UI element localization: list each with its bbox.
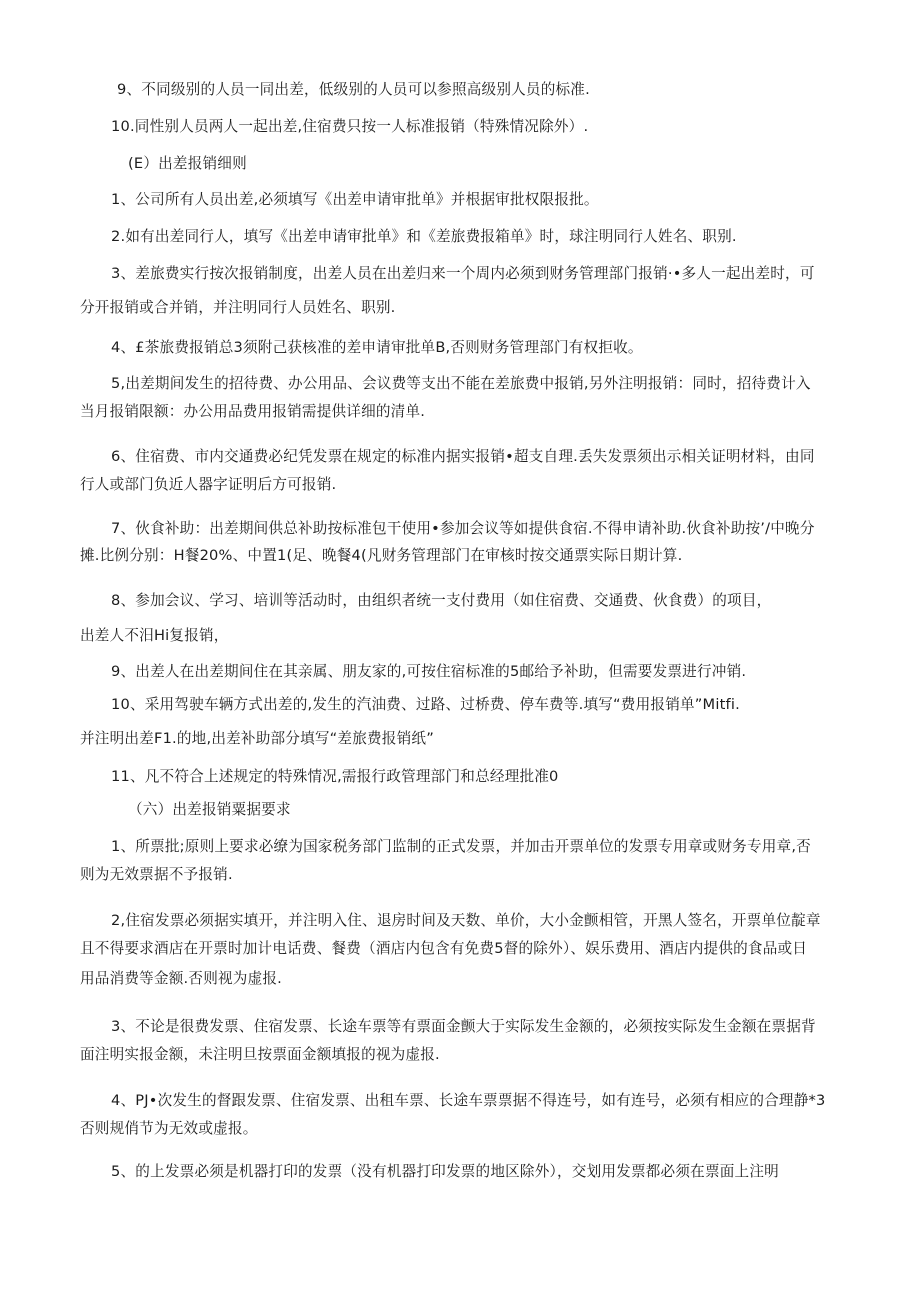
text-line: 摊.比例分别：H餐20%、中置1(足、晚餐4(凡财务管理部门在审核时按交通票实际日期计算.	[80, 547, 683, 564]
text-line: 2.如有出差同行人，填写《出差申请审批单》和《差旅费报箱单》时，球注明同行人姓名、职别.	[111, 228, 737, 245]
text-line: 用品消费等金额.否则视为虚报.	[80, 970, 282, 987]
text-line: 并注明出差F1.的地,出差补助部分填写“差旅费报销纸”	[80, 730, 434, 747]
text-line: 9、出差人在出差期间住在其亲属、朋友家的,可按住宿标准的5邮给予补助，但需要发票进行冲销.	[111, 663, 747, 680]
text-line: 9、不同级别的人员一同出差，低级别的人员可以参照高级别人员的标准.	[117, 81, 590, 98]
text-line: 面注明实报金额，未注明旦按票面金额填报的视为虚报.	[80, 1046, 440, 1063]
text-line: 7、伙食补助：出差期间供总补助按标准包干使用•参加会议等如提供食宿.不得申请补助.伙食补助按’/中晚分	[111, 520, 815, 537]
text-line: 1、公司所有人员出差,必须填写《出差申请审批单》并根据审批权限报批。	[111, 191, 599, 208]
text-line: 5,出差期间发生的招待费、办公用品、会议费等支出不能在差旅费中报销,另外注明报销：同时，招待费计入	[111, 375, 811, 392]
text-line: 分开报销或合并销，并注明同行人员姓名、职别.	[80, 299, 396, 316]
text-line: 3、不论是很费发票、住宿发票、长途车票等有票面金颤大于实际发生金额的，必须按实际发生金额在票据背	[111, 1018, 816, 1035]
text-line: 否则规俏节为无效或虚报。	[80, 1120, 258, 1137]
text-line: 当月报销限额：办公用品费用报销需提供详细的清单.	[80, 403, 426, 420]
text-line: 且不得要求酒店在开票时加计电话费、餐费（酒店内包含有免费5督的除外）、娱乐费用、酒店内提供的食品或日	[80, 940, 808, 957]
text-line: 11、凡不符合上述规定的特殊情况,需报行政管理部门和总经理批准0	[111, 768, 559, 785]
section-heading: (E）出差报销细则	[128, 155, 247, 172]
text-line: 3、差旅费实行按次报销制度，出差人员在出差归来一个周内必须到财务管理部门报销·•多人一起出差时，可	[111, 265, 815, 282]
text-line: 出差人不汨Hi复报销，	[80, 627, 229, 644]
text-line: 4、£茶旅费报销总3须附己获核准的差申请审批单B,否则财务管理部门有权拒收。	[111, 339, 643, 356]
text-line: 6、住宿费、市内交通费必纪凭发票在规定的标准内据实报销•超支自理.丢失发票须出示相关证明材料，由同	[111, 448, 815, 465]
section-heading: （六）出差报销粟据要求	[128, 801, 291, 818]
text-line: 2,住宿发票必须据实填开，并注明入住、退房时间及天数、单价，大小金颤相管，开黑人签名，开票单位靛章	[111, 912, 821, 929]
text-line: 则为无效票据不予报销.	[80, 866, 233, 883]
text-line: 8、参加会议、学习、培训等活动时，由组织者统一支付费用（如住宿费、交通费、伙食费）的项目，	[111, 592, 772, 609]
text-line: 5、的上发票必须是机器打印的发票（没有机器打印发票的地区除外），交划用发票都必须在票面上注明	[111, 1163, 779, 1180]
text-line: 1、所票批;原则上要求必缭为国家税务部门监制的正式发票，并加击开票单位的发票专用章或财务专用章,否	[111, 838, 811, 855]
text-line: 10、采用驾驶车辆方式出差的,发生的汽油费、过路、过桥费、停车费等.填写“费用报销单”Mitfi.	[111, 696, 740, 713]
text-line: 4、PJ•次发生的督跟发票、住宿发票、出租车票、长途车票票据不得连号，如有连号，必须有相应的合理静*3	[111, 1092, 826, 1109]
text-line: 行人或部门负近人器字证明后方可报销.	[80, 476, 337, 493]
text-line: 10.同性别人员两人一起出差,住宿费只按一人标准报销（特殊情况除外）.	[111, 118, 589, 135]
